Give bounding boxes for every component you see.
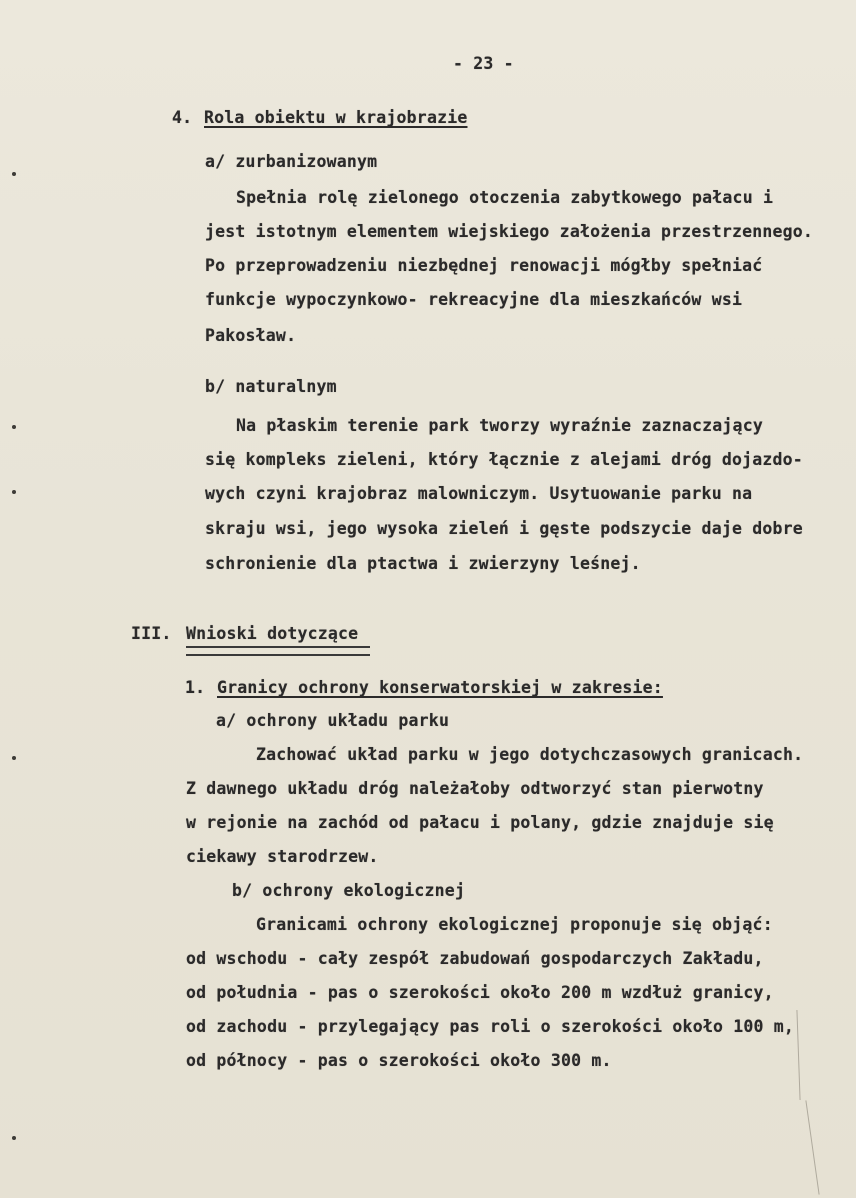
paragraph-line: Spełnia rolę zielonego otoczenia zabytkowego pałacu i — [236, 188, 774, 207]
section-iii-number: III. — [131, 624, 172, 643]
subsection-a-label: a/ ochrony układu parku — [216, 711, 450, 730]
item-1-title: Granicy ochrony konserwatorskiej w zakresie: — [217, 678, 663, 697]
section-iii-title: Wnioski dotyczące — [186, 624, 359, 643]
paragraph-line: się kompleks zieleni, który łącznie z alejami dróg dojazdo- — [205, 450, 803, 469]
paragraph-line: od północy - pas o szerokości około 300 m. — [186, 1051, 612, 1070]
paragraph-line: od zachodu - przylegający pas roli o szerokości około 100 m, — [186, 1017, 795, 1036]
subsection-b-label: b/ ochrony ekologicznej — [232, 881, 466, 900]
double-underline — [186, 646, 370, 656]
paragraph-line: skraju wsi, jego wysoka zieleń i gęste podszycie daje dobre — [205, 519, 803, 538]
paragraph-line: Z dawnego układu dróg należałoby odtworzyć stan pierwotny — [186, 779, 764, 798]
paragraph-line: od południa - pas o szerokości około 200 m wzdłuż granicy, — [186, 983, 774, 1002]
paragraph-line: ciekawy starodrzew. — [186, 847, 379, 866]
paragraph-line: funkcje wypoczynkowo- rekreacyjne dla mieszkańców wsi — [205, 290, 743, 309]
paragraph-line: od wschodu - cały zespół zabudowań gospodarczych Zakładu, — [186, 949, 764, 968]
paragraph-line: Na płaskim terenie park tworzy wyraźnie zaznaczający — [236, 416, 763, 435]
pencil-stroke — [805, 1100, 819, 1194]
margin-dot — [12, 490, 16, 494]
paragraph-line: Pakosław. — [205, 326, 297, 345]
paragraph-line: schronienie dla ptactwa i zwierzyny leśnej. — [205, 554, 641, 573]
margin-dot — [12, 1136, 16, 1140]
item-1-number: 1. — [185, 678, 206, 697]
paragraph-line: Po przeprowadzeniu niezbędnej renowacji mógłby spełniać — [205, 256, 763, 275]
section-4-number: 4. — [172, 108, 193, 127]
page-number: - 23 - — [453, 54, 514, 73]
margin-dot — [12, 172, 16, 176]
margin-dot — [12, 425, 16, 429]
paragraph-line: Granicami ochrony ekologicznej proponuje się objąć: — [256, 915, 773, 934]
subsection-a-label: a/ zurbanizowanym — [205, 152, 378, 171]
paragraph-line: jest istotnym elementem wiejskiego założenia przestrzennego. — [205, 222, 814, 241]
margin-dot — [12, 756, 16, 760]
section-4-title: Rola obiektu w krajobrazie — [204, 108, 468, 127]
paragraph-line: Zachować układ parku w jego dotychczasowych granicach. — [256, 745, 804, 764]
pencil-stroke — [796, 1010, 800, 1100]
subsection-b-label: b/ naturalnym — [205, 377, 337, 396]
paragraph-line: w rejonie na zachód od pałacu i polany, gdzie znajduje się — [186, 813, 774, 832]
paragraph-line: wych czyni krajobraz malowniczym. Usytuowanie parku na — [205, 484, 753, 503]
